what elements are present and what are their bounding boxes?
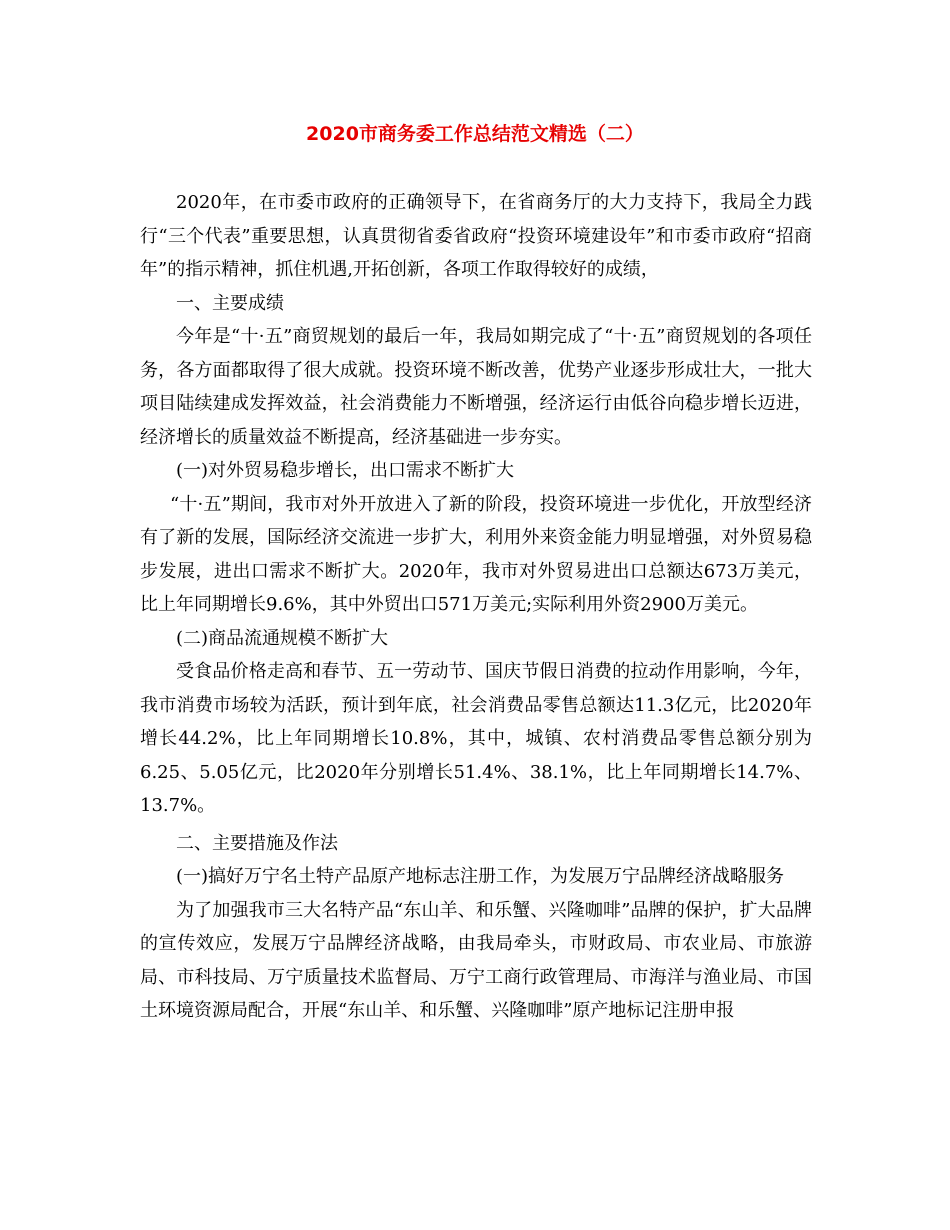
paragraph-achievements: 今年是“十·五”商贸规划的最后一年，我局如期完成了“十·五”商贸规划的各项任务，各方面都取得了很大成就。投资环境不断改善，优势产业逐步形成壮大，一批大项目陆续建成发挥效益，社会消费能力不断增强，经济运行由低谷向稳步增长迈进，经济增长的质量效益不断提高，经济基础进一步夯实。: [140, 326, 812, 448]
document-title: 2020市商务委工作总结范文精选（二）: [306, 123, 644, 145]
heading-main-achievements: 一、主要成绩: [176, 292, 284, 314]
heading-main-measures: 二、主要措施及作法: [176, 832, 338, 854]
subheading-commodity-circulation: (二)商品流通规模不断扩大: [176, 627, 389, 649]
paragraph-origin-registration: 为了加强我市三大名特产品“东山羊、和乐蟹、兴隆咖啡”品牌的保护，扩大品牌的宣传效应，发展万宁品牌经济战略，由我局牵头，市财政局、市农业局、市旅游局、市科技局、万宁质量技术监督局、万宁工商行政管理局、市海洋与渔业局、市国土环境资源局配合，开展“东山羊、和乐蟹、兴隆咖啡”原产地标记注册申报: [140, 899, 812, 1021]
paragraph-commodity-circulation: 受食品价格走高和春节、五一劳动节、国庆节假日消费的拉动作用影响，今年，我市消费市场较为活跃，预计到年底，社会消费品零售总额达11.3亿元，比2020年增长44.2%，比上年同期增长10.8%，其中，城镇、农村消费品零售总额分别为6.25、5.05亿元，比2020年分别增长51.4%、38.1%，比上年同期增长14.7%、13.7%。: [140, 661, 812, 816]
paragraph-foreign-trade: “十·五”期间，我市对外开放进入了新的阶段，投资环境进一步优化，开放型经济有了新的发展，国际经济交流进一步扩大，利用外来资金能力明显增强，对外贸易稳步发展，进出口需求不断扩大。2020年，我市对外贸易进出口总额达673万美元，比上年同期增长9.6%，其中外贸出口571万美元;实际利用外资2900万美元。: [140, 493, 812, 615]
document-body: [140, 186, 812, 1028]
paragraph-intro: 2020年，在市委市政府的正确领导下，在省商务厅的大力支持下，我局全力践行“三个代表”重要思想，认真贯彻省委省政府“投资环境建设年”和市委市政府“招商年”的指示精神，抓住机遇,开拓创新，各项工作取得较好的成绩，: [140, 192, 812, 280]
subheading-foreign-trade: (一)对外贸易稳步增长，出口需求不断扩大: [176, 460, 515, 481]
subheading-origin-registration: (一)搞好万宁名土特产品原产地标志注册工作，为发展万宁品牌经济战略服务: [176, 866, 785, 887]
